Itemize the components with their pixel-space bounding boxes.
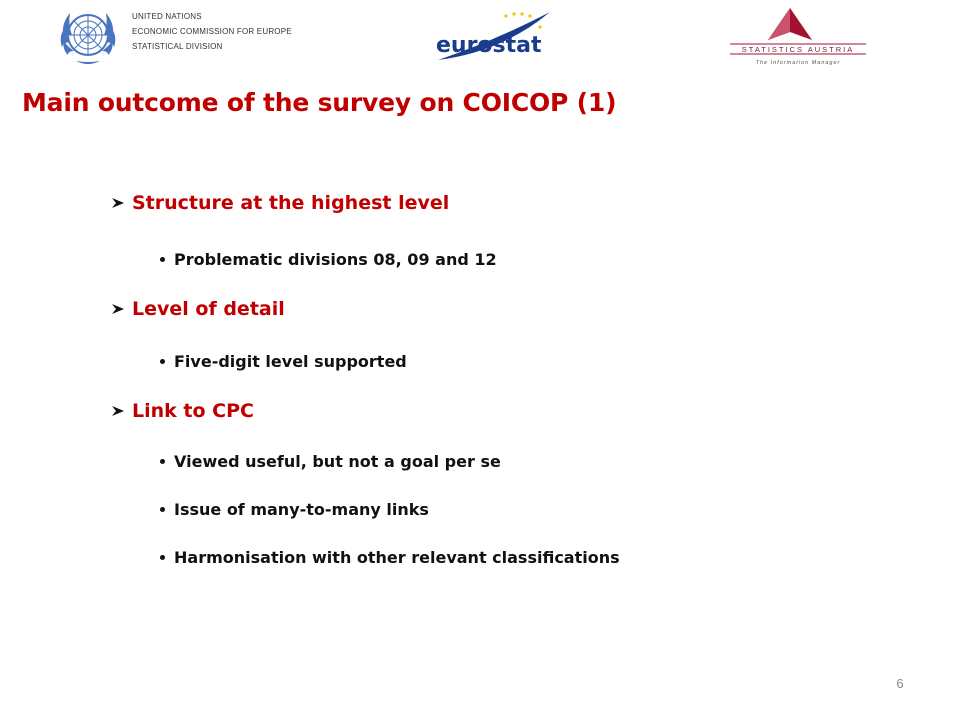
outline-item-text: Problematic divisions 08, 09 and 12 (174, 250, 497, 269)
outline-item (160, 500, 429, 519)
outline-item (160, 250, 497, 269)
eurostat-wordmark: eurostat (436, 33, 542, 58)
outline-heading-text: Structure at the highest level (132, 192, 450, 214)
bullet-icon (160, 459, 165, 464)
arrow-bullet-icon (110, 404, 130, 418)
outline-heading-text: Link to CPC (132, 400, 254, 422)
org-line: STATISTICAL DIVISION (132, 42, 223, 51)
outline-item (160, 548, 620, 567)
org-line: UNITED NATIONS (132, 12, 202, 21)
outline-item-text: Five-digit level supported (174, 352, 407, 371)
bullet-icon (160, 359, 165, 364)
outline-heading-text: Level of detail (132, 298, 285, 320)
outline-item-text: Viewed useful, but not a goal per se (174, 452, 501, 471)
org-line: ECONOMIC COMMISSION FOR EUROPE (132, 27, 292, 36)
slide-title: Main outcome of the survey on COICOP (1) (22, 88, 617, 117)
bullet-icon (160, 507, 165, 512)
page-number: 6 (896, 676, 904, 691)
statistics-austria-tagline: The Information Manager (755, 60, 841, 66)
statistics-austria-wordmark: STATISTICS AUSTRIA (741, 45, 855, 54)
arrow-bullet-icon (110, 302, 130, 316)
outline-item (160, 452, 501, 471)
outline-heading (110, 400, 254, 422)
outline-item-text: Issue of many-to-many links (174, 500, 429, 519)
outline-item-text: Harmonisation with other relevant classifications (174, 548, 620, 567)
arrow-bullet-icon (110, 196, 130, 210)
outline-item (160, 352, 407, 371)
outline-heading (110, 192, 449, 214)
bullet-icon (160, 555, 165, 560)
outline-heading (110, 298, 285, 320)
bullet-icon (160, 257, 165, 262)
